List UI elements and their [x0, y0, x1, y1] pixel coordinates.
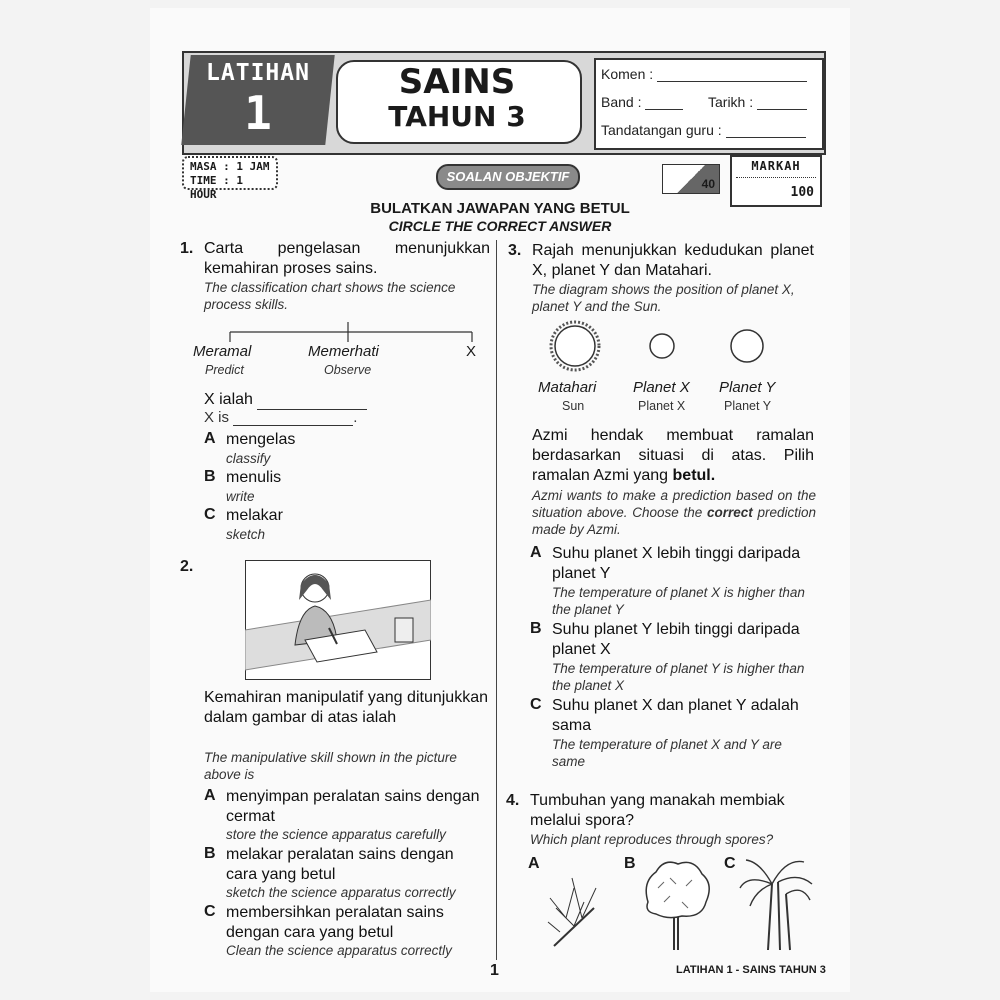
q3-option-a-en: The temperature of planet X is higher than the planet Y [552, 585, 805, 617]
q2-text-ms: Kemahiran manipulatif yang ditunjukkan dalam gambar di atas ialah [204, 689, 488, 726]
label-sun: Sun [562, 399, 585, 413]
q3-text-ms: Rajah menunjukkan kedudukan planet X, planet Y dan Matahari. [532, 242, 814, 279]
q3-stem-ms: Azmi hendak membuat ramalan berdasarkan situasi di atas. Pilih ramalan Azmi yang betul. [532, 427, 814, 484]
q1-option-b-en: write [226, 489, 255, 504]
markah-label: MARKAH [751, 159, 801, 173]
footer-label: LATIHAN 1 - SAINS TAHUN 3 [676, 964, 826, 976]
q3-text-en: The diagram shows the position of planet X, planet Y and the Sun. [532, 282, 795, 314]
chart-x: X [466, 343, 477, 360]
chart-observe: Observe [324, 363, 372, 377]
q2-option-c-en: Clean the science apparatus correctly [226, 943, 452, 958]
page-number: 1 [490, 962, 499, 979]
score-box [662, 164, 720, 194]
teacher-comment-box [594, 58, 824, 150]
q3-option-b-en: The temperature of planet Y is higher than the planet X [552, 661, 805, 693]
q1-option-a[interactable]: mengelas [226, 431, 296, 448]
q1-option-b-letter[interactable]: B [204, 468, 216, 485]
subject-title: SAINS [398, 62, 516, 102]
year-title: TAHUN 3 [388, 100, 526, 133]
label-planet-y-en: Planet Y [724, 399, 772, 413]
q1-option-c-letter[interactable]: C [204, 506, 216, 523]
q1-option-c-en: sketch [226, 527, 266, 542]
q3-option-b-letter[interactable]: B [530, 620, 542, 637]
komen-field: Komen : [601, 66, 807, 82]
markah-box [730, 155, 822, 207]
masa-text: MASA : 1 JAM [190, 160, 270, 173]
time-text: TIME : 1 HOUR [190, 174, 243, 201]
label-planet-x-en: Planet X [638, 399, 686, 413]
q3-stem-en: Azmi wants to make a prediction based on the situation above. Choose the correct prediction made by Azmi. [532, 488, 816, 537]
q3-option-b[interactable]: Suhu planet Y lebih tinggi daripada planet X [552, 621, 800, 658]
q1-text-en: The classification chart shows the science process skills. [204, 280, 456, 312]
q2-option-a-en: store the science apparatus carefully [226, 827, 446, 842]
q4-text-en: Which plant reproduces through spores? [530, 832, 774, 847]
q2-option-a[interactable]: menyimpan peralatan sains dengan cermat [226, 788, 480, 825]
section-label: SOALAN OBJEKTIF [436, 164, 580, 190]
time-box [182, 156, 278, 201]
score-value: 40 [701, 177, 715, 191]
chart-meramal: Meramal [193, 343, 252, 360]
tree-icon[interactable] [638, 858, 714, 952]
palm-plant-icon[interactable] [738, 854, 814, 952]
q1-text-ms: Carta pengelasan menunjukkan kemahiran proses sains. [204, 240, 490, 277]
sun-icon [551, 322, 599, 370]
sun-planets-diagram [545, 318, 775, 378]
q2-text-en: The manipulative skill shown in the picture above is [204, 750, 457, 782]
q3-option-a[interactable]: Suhu planet X lebih tinggi daripada planet Y [552, 545, 801, 582]
instruction-ms: BULATKAN JAWAPAN YANG BETUL [370, 200, 630, 217]
q2-option-b-en: sketch the science apparatus correctly [226, 885, 456, 900]
q1-option-a-en: classify [226, 451, 271, 466]
q1-stem-ms: X ialah [204, 390, 367, 410]
planet-x-icon [650, 334, 674, 358]
q4-option-c-letter[interactable]: C [724, 855, 736, 872]
q2-option-c-letter[interactable]: C [204, 903, 216, 920]
latihan-number: 1 [244, 86, 272, 140]
q4-text-ms: Tumbuhan yang manakah membiak melalui spora? [530, 792, 785, 829]
girl-drawing-illustration [245, 560, 431, 680]
q2-option-b-letter[interactable]: B [204, 845, 216, 862]
chart-predict: Predict [205, 363, 244, 377]
q2-option-c[interactable]: membersihkan peralatan sains dengan cara yang betul [226, 904, 444, 941]
chart-memerhati: Memerhati [308, 343, 379, 360]
q4-number: 4. [506, 792, 520, 809]
q3-option-c[interactable]: Suhu planet X dan planet Y adalah sama [552, 697, 799, 734]
markah-total: 100 [790, 185, 814, 200]
label-matahari: Matahari [538, 379, 597, 396]
q3-number: 3. [508, 242, 522, 259]
fern-plant-icon[interactable] [544, 868, 604, 948]
q3-option-a-letter[interactable]: A [530, 544, 542, 561]
band-field: Band : [601, 94, 683, 110]
q1-option-b[interactable]: menulis [226, 469, 282, 486]
q2-option-b[interactable]: melakar peralatan sains dengan cara yang betul [226, 846, 454, 883]
column-divider [496, 240, 497, 960]
q1-number: 1. [180, 240, 194, 257]
q1-stem-en: X is . [204, 409, 358, 426]
planet-y-icon [731, 330, 763, 362]
label-planet-x: Planet X [633, 379, 690, 396]
q3-option-c-letter[interactable]: C [530, 696, 542, 713]
q2-option-a-letter[interactable]: A [204, 787, 216, 804]
tarikh-field: Tarikh : [708, 94, 807, 110]
label-planet-y: Planet Y [719, 379, 776, 396]
latihan-label: LATIHAN [206, 60, 310, 86]
q2-number: 2. [180, 558, 194, 575]
q3-option-c-en: The temperature of planet X and Y are same [552, 737, 782, 769]
q4-option-b-letter[interactable]: B [624, 855, 636, 872]
markah-divider [736, 177, 816, 178]
instruction-en: CIRCLE THE CORRECT ANSWER [388, 218, 612, 234]
q4-option-a-letter[interactable]: A [528, 855, 540, 872]
q1-option-c[interactable]: melakar [226, 507, 283, 524]
q1-option-a-letter[interactable]: A [204, 430, 216, 447]
signature-field: Tandatangan guru : [601, 122, 806, 138]
